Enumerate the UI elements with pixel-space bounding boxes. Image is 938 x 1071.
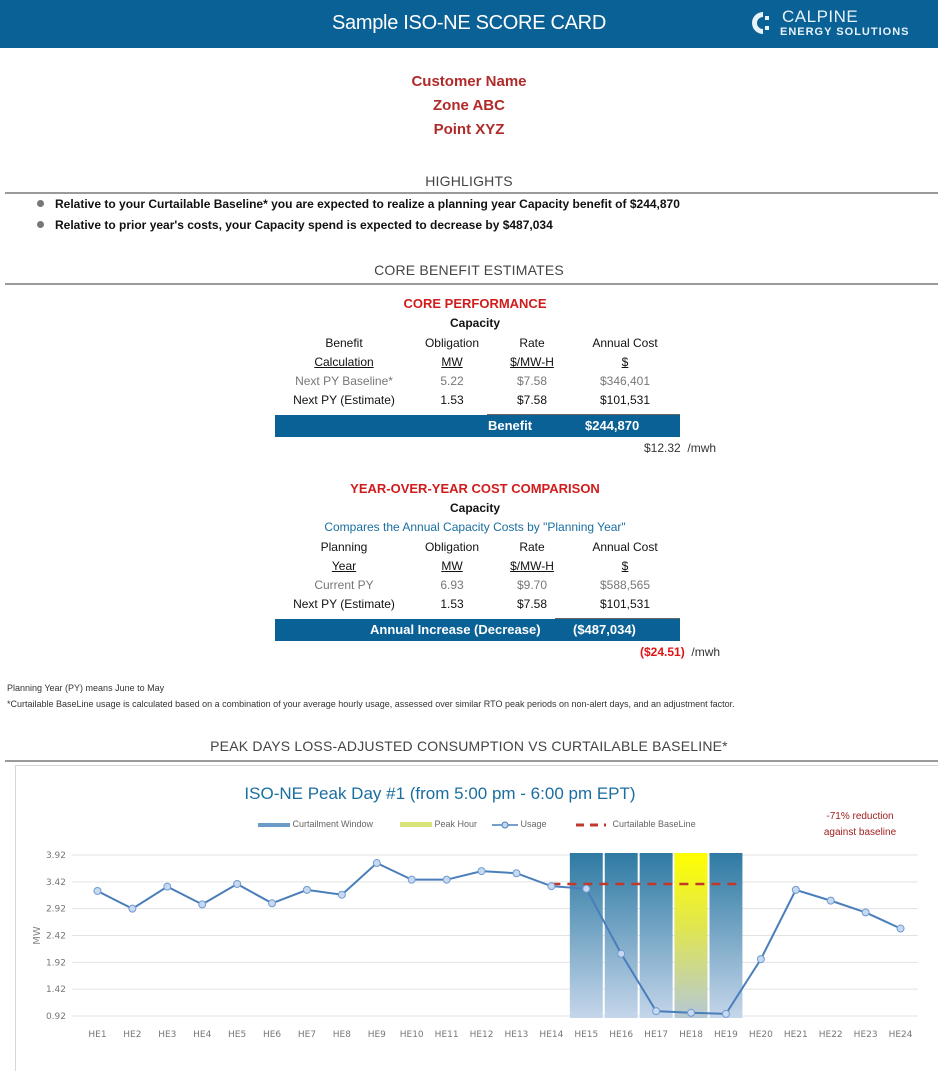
legend-curtailment-window (258, 819, 373, 829)
header-cell: $ (621, 355, 629, 369)
x-tick-label: HE3 (158, 1030, 177, 1040)
table-row (270, 372, 680, 392)
reduction-annotation (800, 809, 920, 841)
peak-days-title: PEAK DAYS LOSS-ADJUSTED CONSUMPTION VS CURTAILABLE BASELINE* (210, 738, 728, 754)
x-tick-label: HE8 (332, 1030, 351, 1040)
row-mw: 6.93 (440, 578, 464, 592)
benefit-per-mwh-unit: /mwh (687, 441, 717, 455)
row-label: Next PY Baseline* (295, 374, 393, 388)
header-banner (0, 0, 938, 48)
baseline-footnote: *Curtailable BaseLine usage is calculated based on a combination of your average hourly usage, assessed over similar RTO peak periods on non-alert days, and an adjustment factor. (7, 699, 735, 709)
y-tick-label: 2.92 (45, 904, 66, 915)
calpine-logo (750, 6, 936, 42)
header-cell: $ (621, 559, 629, 573)
x-tick-label: HE18 (679, 1030, 703, 1040)
y-tick-label: 3.92 (45, 851, 66, 861)
annual-change-bar (275, 619, 680, 641)
x-tick-label: HE15 (574, 1030, 599, 1040)
highlight-item (37, 218, 553, 232)
x-tick-label: HE5 (228, 1030, 247, 1040)
table-row (270, 391, 680, 411)
highlights-title: HIGHLIGHTS (425, 173, 513, 189)
yoy-per-mwh-unit: /mwh (691, 645, 721, 659)
yoy-title: YEAR-OVER-YEAR COST COMPARISON (350, 481, 600, 496)
row-rate: $9.70 (516, 578, 548, 592)
yoy-per-mwh-value: ($24.51) (640, 645, 685, 659)
y-tick-label: 1.42 (45, 985, 66, 996)
y-axis-label: MW (32, 926, 43, 945)
row-label: Next PY (Estimate) (293, 597, 395, 611)
x-tick-label: HE14 (539, 1030, 564, 1040)
legend-swatch-peak-hour-icon (400, 821, 432, 829)
y-tick-label: 3.42 (45, 877, 66, 888)
customer-name: Customer Name (411, 73, 527, 90)
x-tick-label: HE13 (504, 1030, 529, 1040)
header-cell: Calculation (314, 355, 374, 369)
bullet-icon (37, 200, 44, 207)
x-tick-label: HE6 (262, 1030, 282, 1040)
table-row (270, 595, 680, 615)
header-cell: MW (441, 355, 463, 369)
y-tick-label: 0.92 (45, 1012, 66, 1022)
row-rate: $7.58 (516, 374, 548, 388)
customer-point: Point XYZ (433, 121, 505, 138)
core-performance-header-row (270, 334, 680, 354)
x-tick-label: HE1 (88, 1030, 107, 1040)
annual-change-value: ($487,034) (573, 622, 636, 637)
yoy-header-row (270, 557, 680, 577)
table-row (270, 576, 680, 596)
annotation-line: against baseline (823, 827, 897, 838)
calpine-logo-icon (750, 10, 776, 36)
legend-label: Curtailment Window (292, 819, 374, 829)
x-tick-label: HE21 (783, 1030, 808, 1040)
row-mw: 1.53 (440, 597, 464, 611)
row-mw: 5.22 (440, 374, 464, 388)
legend-usage (492, 819, 547, 830)
core-benefit-divider (5, 283, 938, 285)
highlight-text: Relative to your Curtailable Baseline* you are expected to realize a planning year Capacity benefit of $244,870 (55, 197, 680, 211)
highlights-divider (5, 192, 938, 194)
legend-swatch-usage-icon (492, 820, 518, 830)
header-cell: Benefit (325, 336, 363, 350)
yoy-per-mwh (640, 645, 720, 659)
row-cost: $346,401 (599, 374, 651, 388)
x-tick-label: HE9 (367, 1030, 386, 1040)
legend-label: Usage (520, 819, 547, 829)
yoy-subtitle: Capacity (449, 501, 501, 515)
x-tick-label: HE4 (193, 1030, 212, 1040)
row-cost: $101,531 (599, 597, 651, 611)
header-cell: $/MW-H (510, 355, 554, 369)
customer-zone: Zone ABC (433, 97, 505, 114)
x-tick-label: HE16 (609, 1030, 634, 1040)
header-cell: Annual Cost (592, 336, 658, 350)
x-tick-label: HE2 (123, 1030, 142, 1040)
legend-peak-hour (400, 819, 477, 829)
x-tick-label: HE7 (297, 1030, 317, 1040)
core-performance-header-row (270, 353, 680, 373)
annual-change-label: Annual Increase (Decrease) (370, 622, 541, 637)
header-cell: Year (331, 559, 357, 573)
x-tick-label: HE19 (714, 1030, 738, 1040)
legend-curtailable-baseline (576, 819, 696, 829)
x-tick-label: HE20 (748, 1030, 773, 1040)
x-tick-label: HE10 (399, 1030, 424, 1040)
row-label: Next PY (Estimate) (293, 393, 395, 407)
y-tick-label: 2.42 (45, 931, 66, 942)
legend-swatch-curtailment-icon (258, 821, 290, 829)
chart-title: ISO-NE Peak Day #1 (from 5:00 pm - 6:00 pm EPT) (244, 784, 636, 803)
row-cost: $588,565 (599, 578, 651, 592)
header-cell: Obligation (424, 540, 480, 554)
yoy-header-row (270, 538, 680, 558)
header-cell: $/MW-H (510, 559, 554, 573)
logo-text-energy-solutions: ENERGY SOLUTIONS (780, 26, 910, 38)
legend-swatch-baseline-icon (576, 821, 606, 829)
row-label: Current PY (314, 578, 374, 592)
core-performance-subtitle: Capacity (449, 316, 501, 330)
row-cost: $101,531 (599, 393, 651, 407)
peak-days-divider (5, 760, 938, 762)
page-title: Sample ISO-NE SCORE CARD (332, 12, 606, 34)
header-cell: Rate (519, 540, 545, 554)
x-tick-label: HE11 (434, 1030, 459, 1040)
y-tick-label: 1.92 (45, 958, 66, 969)
annotation-line: -71% reduction (826, 811, 894, 822)
benefit-per-mwh-value: $12.32 (644, 441, 681, 455)
benefit-total-value: $244,870 (585, 418, 640, 433)
legend-label: Curtailable BaseLine (612, 819, 696, 829)
core-performance-title: CORE PERFORMANCE (403, 296, 547, 311)
header-cell: Annual Cost (592, 540, 658, 554)
header-cell: Obligation (424, 336, 480, 350)
header-cell: Planning (320, 540, 368, 554)
header-cell: MW (441, 559, 463, 573)
highlight-item (37, 197, 680, 211)
row-rate: $7.58 (516, 597, 548, 611)
row-mw: 1.53 (440, 393, 464, 407)
benefit-per-mwh (644, 441, 716, 455)
legend-label: Peak Hour (434, 819, 478, 829)
x-tick-label: HE23 (853, 1030, 878, 1040)
planning-year-note: Planning Year (PY) means June to May (7, 683, 165, 693)
yoy-description: Compares the Annual Capacity Costs by "Planning Year" (324, 520, 626, 534)
benefit-total-label: Benefit (488, 418, 533, 433)
row-rate: $7.58 (516, 393, 548, 407)
x-tick-label: HE22 (818, 1030, 843, 1040)
x-tick-label: HE12 (469, 1030, 494, 1040)
core-benefit-title: CORE BENEFIT ESTIMATES (374, 262, 564, 278)
benefit-total-bar (275, 415, 680, 437)
x-tick-label: HE24 (888, 1030, 913, 1040)
highlight-text: Relative to prior year's costs, your Capacity spend is expected to decrease by $487,034 (55, 218, 553, 232)
x-tick-label: HE17 (644, 1030, 669, 1040)
logo-text-calpine: CALPINE (782, 7, 859, 26)
bullet-icon (37, 221, 44, 228)
header-cell: Rate (519, 336, 545, 350)
